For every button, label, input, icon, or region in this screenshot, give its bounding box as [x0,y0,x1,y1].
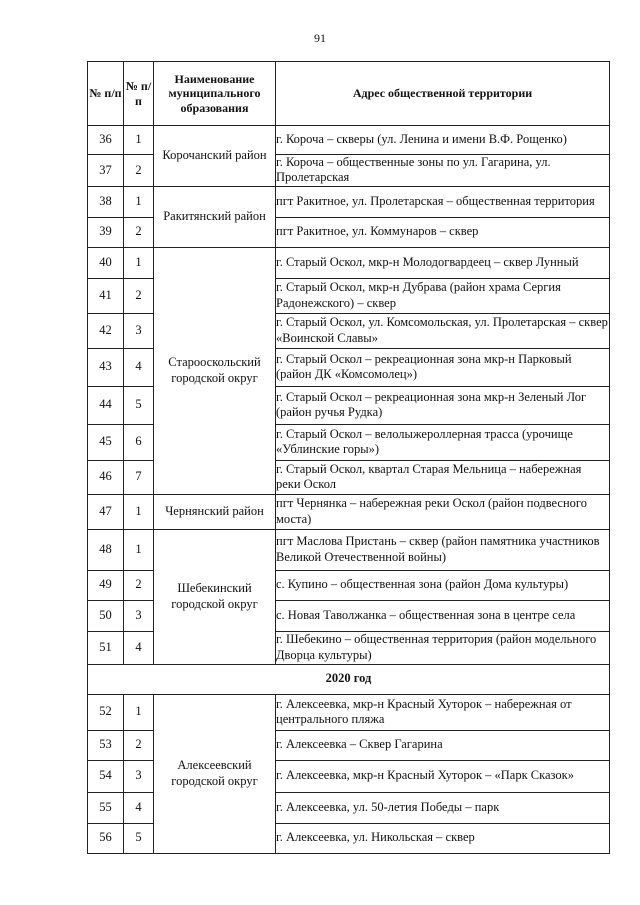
address-cell: с. Купино – общественная зона (район Дома культуры) [276,570,610,600]
municipality-cell: Старооскольский городской округ [154,247,276,494]
header-address: Адрес общественной территории [276,62,610,126]
group-row-number: 2 [124,730,154,760]
row-number: 36 [88,126,124,155]
row-number: 49 [88,570,124,600]
header-group-number: № п/п [124,62,154,126]
page-number: 91 [314,31,326,45]
header-municipality: Наименование муниципального образования [154,62,276,126]
address-cell: г. Алексеевка – Сквер Гагарина [276,730,610,760]
address-cell: г. Короча – скверы (ул. Ленина и имени В.Ф. Рощенко) [276,126,610,155]
table-row [88,247,610,278]
address-cell: г. Старый Оскол, мкр-н Молодогвардеец – сквер Лунный [276,247,610,278]
row-number: 52 [88,694,124,730]
row-number: 54 [88,760,124,792]
group-row-number: 1 [124,494,154,529]
address-cell: г. Алексеевка, ул. 50-летия Победы – парк [276,792,610,823]
group-row-number: 3 [124,760,154,792]
table-row [88,529,610,570]
address-cell: г. Старый Оскол, мкр-н Дубрава (район храма Сергия Радонежского) – сквер [276,278,610,313]
address-cell: г. Старый Оскол, квартал Старая Мельница – набережная реки Оскол [276,460,610,494]
row-number: 44 [88,386,124,424]
territories-table [87,61,610,854]
group-row-number: 1 [124,247,154,278]
row-number: 39 [88,217,124,247]
row-number: 51 [88,631,124,664]
row-number: 46 [88,460,124,494]
row-number: 48 [88,529,124,570]
group-row-number: 2 [124,278,154,313]
address-cell: г. Алексеевка, мкр-н Красный Хуторок – «Парк Сказок» [276,760,610,792]
address-cell: пгт Маслова Пристань – сквер (район памятника участников Великой Отечественной войны) [276,529,610,570]
group-row-number: 2 [124,570,154,600]
section-row [88,664,610,694]
row-number: 56 [88,823,124,853]
row-number: 41 [88,278,124,313]
row-number: 38 [88,186,124,217]
address-cell: г. Старый Оскол – рекреационная зона мкр-н Парковый (район ДК «Комсомолец») [276,348,610,386]
address-cell: г. Короча – общественные зоны по ул. Гагарина, ул. Пролетарская [276,155,610,187]
row-number: 47 [88,494,124,529]
group-row-number: 5 [124,823,154,853]
municipality-cell: Чернянский район [154,494,276,529]
group-row-number: 4 [124,348,154,386]
group-row-number: 1 [124,126,154,155]
group-row-number: 3 [124,600,154,631]
table-header-row [88,62,610,126]
row-number: 55 [88,792,124,823]
table-row [88,494,610,529]
municipality-cell: Алексеевский городской округ [154,694,276,853]
group-row-number: 6 [124,424,154,460]
group-row-number: 7 [124,460,154,494]
address-cell: пгт Ракитное, ул. Коммунаров – сквер [276,217,610,247]
address-cell: пгт Чернянка – набережная реки Оскол (район подвесного моста) [276,494,610,529]
address-cell: г. Алексеевка, ул. Никольская – сквер [276,823,610,853]
group-row-number: 4 [124,631,154,664]
municipality-cell: Ракитянский район [154,186,276,247]
group-row-number: 1 [124,529,154,570]
group-row-number: 1 [124,186,154,217]
group-row-number: 2 [124,155,154,187]
table-row [88,126,610,155]
address-cell: пгт Ракитное, ул. Пролетарская – общественная территория [276,186,610,217]
row-number: 45 [88,424,124,460]
section-title: 2020 год [88,664,610,694]
address-cell: г. Шебекино – общественная территория (район модельного Дворца культуры) [276,631,610,664]
group-row-number: 3 [124,313,154,348]
address-cell: г. Старый Оскол – велолыжероллерная трасса (урочище «Ублинские горы») [276,424,610,460]
group-row-number: 5 [124,386,154,424]
group-row-number: 4 [124,792,154,823]
row-number: 40 [88,247,124,278]
group-row-number: 2 [124,217,154,247]
municipality-cell: Корочанский район [154,126,276,187]
row-number: 42 [88,313,124,348]
address-cell: с. Новая Таволжанка – общественная зона в центре села [276,600,610,631]
header-row-number: № п/п [88,62,124,126]
table-row [88,694,610,730]
address-cell: г. Старый Оскол – рекреационная зона мкр-н Зеленый Лог (район ручья Рудка) [276,386,610,424]
address-cell: г. Алексеевка, мкр-н Красный Хуторок – набережная от центрального пляжа [276,694,610,730]
row-number: 43 [88,348,124,386]
municipality-cell: Шебекинский городской округ [154,529,276,664]
group-row-number: 1 [124,694,154,730]
address-cell: г. Старый Оскол, ул. Комсомольская, ул. Пролетарская – сквер «Воинской Славы» [276,313,610,348]
table-row [88,186,610,217]
row-number: 50 [88,600,124,631]
row-number: 37 [88,155,124,187]
row-number: 53 [88,730,124,760]
